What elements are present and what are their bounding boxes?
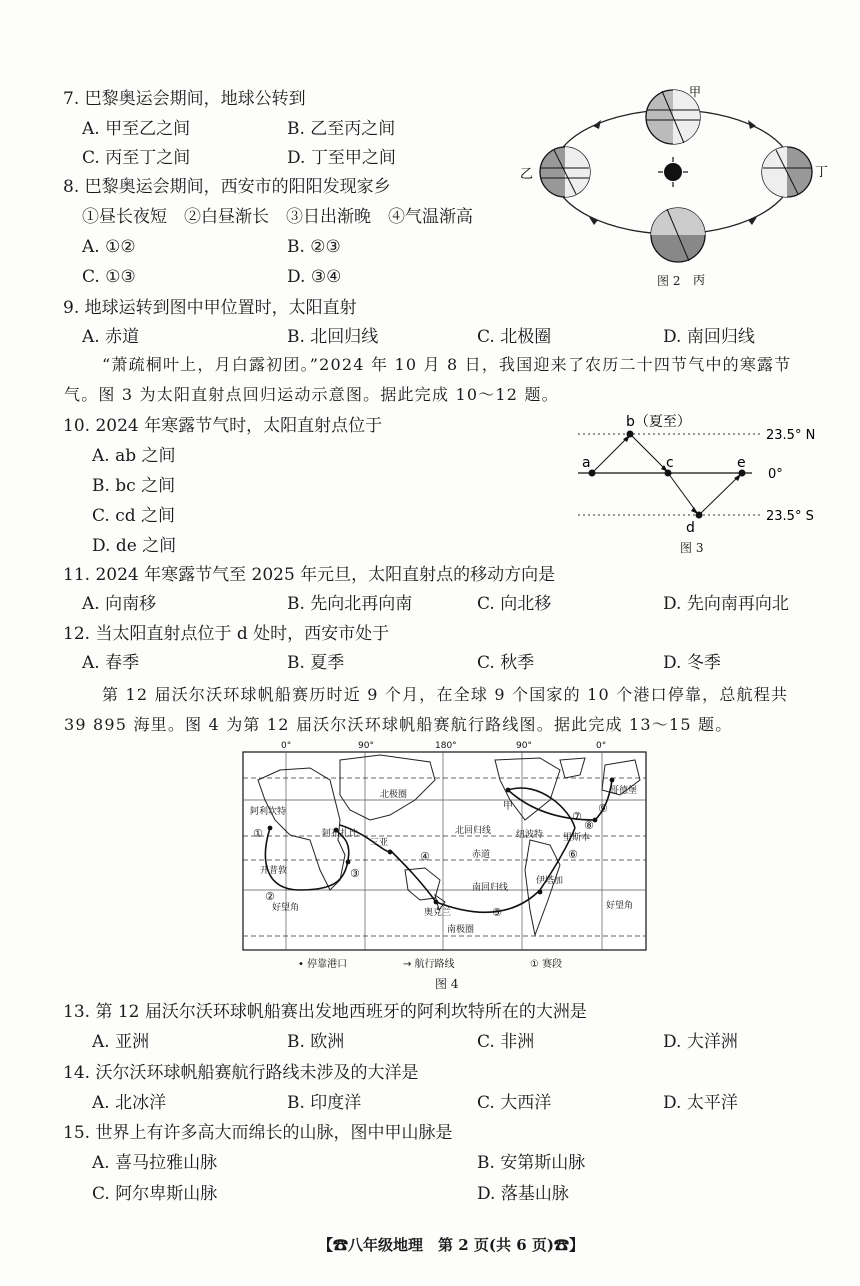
cape-good-hope-right: 好望角 <box>606 901 634 911</box>
q8-items: ①昼长夜短 ②白昼渐长 ③日出渐晚 ④气温渐高 <box>82 207 473 227</box>
q13-option-b[interactable]: B. 欧洲 <box>287 1032 345 1052</box>
mountain-jia-label: 甲 <box>503 801 513 812</box>
q14-option-a[interactable]: A. 北冰洋 <box>92 1093 167 1113</box>
port-lisbon: 里斯本 <box>563 833 591 843</box>
legend-port: • 停靠港口 <box>298 959 348 970</box>
q7-option-d[interactable]: D. 丁至甲之间 <box>287 148 396 168</box>
figure-3-subsolar-point-diagram <box>574 410 834 535</box>
lon-label-90w: 90° <box>516 741 532 751</box>
q11-option-a[interactable]: A. 向南移 <box>82 594 157 614</box>
q7-option-c[interactable]: C. 丙至丁之间 <box>82 148 191 168</box>
q10-option-b[interactable]: B. bc 之间 <box>92 476 176 496</box>
q9-option-a[interactable]: A. 赤道 <box>82 327 140 347</box>
q10-option-c[interactable]: C. cd 之间 <box>92 506 176 526</box>
q10-option-d[interactable]: D. de 之间 <box>92 536 177 556</box>
intro-2-line-1: 第 12 届沃尔沃环球帆船赛历时近 9 个月，在全球 9 个国家的 10 个港口停靠，总航程共 <box>102 685 789 704</box>
q12-option-a[interactable]: A. 春季 <box>82 653 140 673</box>
q10-option-a[interactable]: A. ab 之间 <box>92 446 176 466</box>
svg-text:⑨: ⑨ <box>598 802 608 815</box>
svg-text:①: ① <box>253 827 263 840</box>
lat-23-5-s: 23.5° S <box>766 509 814 524</box>
lat-equator-label: 赤道 <box>472 850 491 860</box>
lon-label-0-right: 0° <box>596 741 607 751</box>
figure-4-caption: 图 4 <box>435 977 459 991</box>
q7-option-a[interactable]: A. 甲至乙之间 <box>82 119 191 139</box>
port-sanya: 三亚 <box>370 838 389 848</box>
point-e: e <box>737 455 746 471</box>
port-gothenburg: 哥德堡 <box>610 786 638 796</box>
q13-stem: 13. 第 12 届沃尔沃环球帆船赛出发地西班牙的阿利坎特所在的大洲是 <box>63 1002 587 1022</box>
intro-1-line-2: 气。图 3 为太阳直射点回归运动示意图。据此完成 10～12 题。 <box>64 385 559 404</box>
point-c: c <box>666 455 674 471</box>
port-alicante: 阿利坎特 <box>250 807 287 817</box>
intro-passage-2 <box>64 680 824 740</box>
svg-text:④: ④ <box>420 850 430 863</box>
figure-2-orbit-diagram <box>518 84 828 294</box>
legend-route: → 航行路线 <box>403 959 455 970</box>
sun-icon <box>664 163 682 181</box>
q7-stem: 7. 巴黎奥运会期间，地球公转到 <box>63 89 306 109</box>
point-d: d <box>686 520 695 535</box>
lat-tropic-capricorn: 南回归线 <box>472 883 509 893</box>
q7-option-b[interactable]: B. 乙至丙之间 <box>287 119 396 139</box>
q8-option-a[interactable]: A. ①② <box>82 237 136 257</box>
q9-option-d[interactable]: D. 南回归线 <box>663 327 755 347</box>
svg-text:⑥: ⑥ <box>568 848 578 861</box>
q15-option-c[interactable]: C. 阿尔卑斯山脉 <box>92 1184 218 1204</box>
q15-option-a[interactable]: A. 喜马拉雅山脉 <box>92 1153 218 1173</box>
q9-stem: 9. 地球运转到图中甲位置时，太阳直射 <box>63 298 357 318</box>
port-abu-dhabi: 阿布扎比 <box>322 829 359 839</box>
lat-23-5-n: 23.5° N <box>766 428 816 443</box>
q8-option-c[interactable]: C. ①③ <box>82 267 136 287</box>
q14-stem: 14. 沃尔沃环球帆船赛航行路线未涉及的大洋是 <box>63 1063 419 1083</box>
earth-position-yi <box>540 147 590 197</box>
q13-option-a[interactable]: A. 亚洲 <box>92 1032 150 1052</box>
intro-passage-1 <box>64 350 824 410</box>
lon-label-90e: 90° <box>358 741 374 751</box>
q9-option-b[interactable]: B. 北回归线 <box>287 327 379 347</box>
q14-option-b[interactable]: B. 印度洋 <box>287 1093 362 1113</box>
q15-option-d[interactable]: D. 落基山脉 <box>477 1184 569 1204</box>
q9-option-c[interactable]: C. 北极圈 <box>477 327 552 347</box>
label-ding: 丁 <box>815 165 828 180</box>
label-bing: 丙 <box>693 273 706 287</box>
q13-option-c[interactable]: C. 非洲 <box>477 1032 535 1052</box>
intro-1-line-1: “萧疏桐叶上，月白露初团。”2024 年 10 月 8 日，我国迎来了农历二十四节气中的寒露节 <box>102 355 792 374</box>
q15-option-b[interactable]: B. 安第斯山脉 <box>477 1153 586 1173</box>
lon-label-180: 180° <box>435 741 457 751</box>
point-b: b（夏至） <box>626 414 691 430</box>
port-cape-town: 开普敦 <box>260 866 288 876</box>
figure-2-caption: 图 2 <box>657 274 681 288</box>
svg-text:⑤: ⑤ <box>492 906 502 919</box>
earth-position-ding <box>762 147 812 197</box>
q11-option-b[interactable]: B. 先向北再向南 <box>287 594 413 614</box>
q12-option-d[interactable]: D. 冬季 <box>663 653 721 673</box>
svg-text:⑦: ⑦ <box>572 810 582 823</box>
q11-option-c[interactable]: C. 向北移 <box>477 594 552 614</box>
lat-tropic-cancer: 北回归线 <box>455 826 492 836</box>
q14-option-d[interactable]: D. 太平洋 <box>663 1093 738 1113</box>
lat-antarctic-circle: 南极圈 <box>447 925 475 935</box>
label-jia: 甲 <box>689 85 702 99</box>
q15-stem: 15. 世界上有许多高大而绵长的山脉，图中甲山脉是 <box>63 1123 453 1143</box>
q13-option-d[interactable]: D. 大洋洲 <box>663 1032 738 1052</box>
point-a: a <box>582 455 591 471</box>
q8-option-b[interactable]: B. ②③ <box>287 237 341 257</box>
port-auckland: 奥克兰 <box>424 908 452 918</box>
q8-option-d[interactable]: D. ③④ <box>287 267 342 287</box>
intro-2-line-2: 39 895 海里。图 4 为第 12 届沃尔沃环球帆船赛航行路线图。据此完成 13～15 题。 <box>64 715 733 734</box>
q8-stem: 8. 巴黎奥运会期间，西安市的阳阳发现家乡 <box>63 177 391 197</box>
port-newport: 纽波特 <box>516 830 544 840</box>
earth-position-bing <box>651 208 705 262</box>
q10-stem: 10. 2024 年寒露节气时，太阳直射点位于 <box>63 416 383 436</box>
figure-4-world-route-map <box>240 740 650 974</box>
svg-text:⑧: ⑧ <box>584 819 594 832</box>
port-itajai: 伊塔加 <box>536 876 564 886</box>
svg-text:②: ② <box>265 890 275 903</box>
q14-option-c[interactable]: C. 大西洋 <box>477 1093 552 1113</box>
q11-option-d[interactable]: D. 先向南再向北 <box>663 594 789 614</box>
legend-leg: ① 赛段 <box>530 959 563 970</box>
q12-stem: 12. 当太阳直射点位于 d 处时，西安市处于 <box>63 624 390 644</box>
page-footer: 【☎八年级地理 第 2 页(共 6 页)☎】 <box>318 1236 584 1254</box>
lon-label-0: 0° <box>281 741 292 751</box>
lat-arctic-circle: 北极圈 <box>380 790 408 800</box>
q11-stem: 11. 2024 年寒露节气至 2025 年元旦，太阳直射点的移动方向是 <box>63 565 556 585</box>
label-yi: 乙 <box>520 167 534 182</box>
q12-option-c[interactable]: C. 秋季 <box>477 653 535 673</box>
figure-3-caption: 图 3 <box>680 541 704 555</box>
cape-good-hope-left: 好望角 <box>272 903 300 913</box>
q12-option-b[interactable]: B. 夏季 <box>287 653 345 673</box>
svg-text:③: ③ <box>350 867 360 880</box>
lat-equator: 0° <box>768 467 783 482</box>
